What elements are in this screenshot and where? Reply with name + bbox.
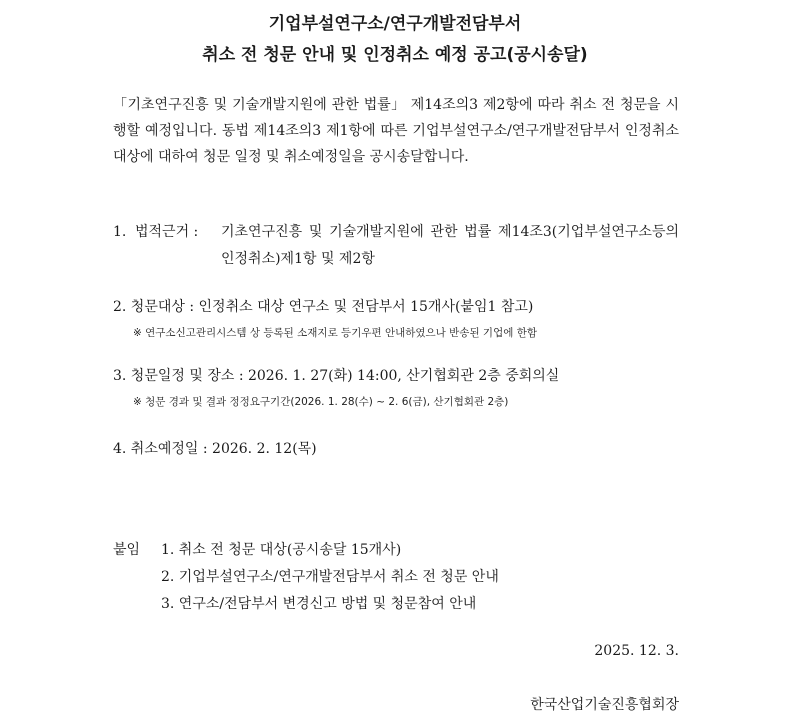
- attachments-label: 붙임: [113, 542, 141, 558]
- legal-basis-number: 1.: [113, 224, 127, 240]
- document-title-line1: 기업부설연구소/연구개발전담부서: [268, 14, 522, 34]
- attachment-item: 2. 기업부설연구소/연구개발전담부서 취소 전 청문 안내: [161, 569, 499, 585]
- hearing-target-note: ※ 연구소신고관리시스템 상 등록된 소재지로 등기우편 안내하였으나 반송된 기업에 한함: [133, 327, 537, 339]
- attachment-item: 1. 취소 전 청문 대상(공시송달 15개사): [161, 542, 402, 558]
- attachments-section: [113, 540, 499, 621]
- issuer-name: 한국산업기술진흥협회장: [530, 697, 679, 713]
- legal-basis-text: 기초연구진흥 및 기술개발지원에 관한 법률 제14조3(기업부설연구소등의 인정취소)제1항 및 제2항: [221, 224, 679, 267]
- intro-paragraph: 「기초연구진흥 및 기술개발지원에 관한 법률」 제14조의3 제2항에 따라 취소 전 청문을 시행할 예정입니다. 동법 제14조의3 제1항에 따른 기업부설연구소/연구개발전담부서 인정취소 대상에 대하여 청문 일정 및 취소예정일을 공시송달합니다.: [113, 97, 679, 165]
- attachment-item: 3. 연구소/전담부서 변경신고 방법 및 청문참여 안내: [161, 596, 477, 612]
- item-hearing-target: 2. 청문대상 : 인정취소 대상 연구소 및 전담부서 15개사(붙임1 참고): [113, 299, 534, 315]
- issue-date: 2025. 12. 3.: [594, 643, 679, 659]
- legal-basis-label: 법적근거 :: [135, 224, 199, 240]
- hearing-schedule-note: ※ 청문 경과 및 결과 정정요구기간(2026. 1. 28(수) ~ 2. 6(금), 산기협회관 2층): [133, 396, 509, 408]
- document-title-line2: 취소 전 청문 안내 및 인정취소 예정 공고(공시송달): [202, 45, 588, 65]
- item-hearing-schedule: 3. 청문일정 및 장소 : 2026. 1. 27(화) 14:00, 산기협회관 2층 중회의실: [113, 368, 560, 384]
- item-cancel-date: 4. 취소예정일 : 2026. 2. 12(목): [113, 441, 317, 457]
- item-legal-basis: [113, 219, 679, 273]
